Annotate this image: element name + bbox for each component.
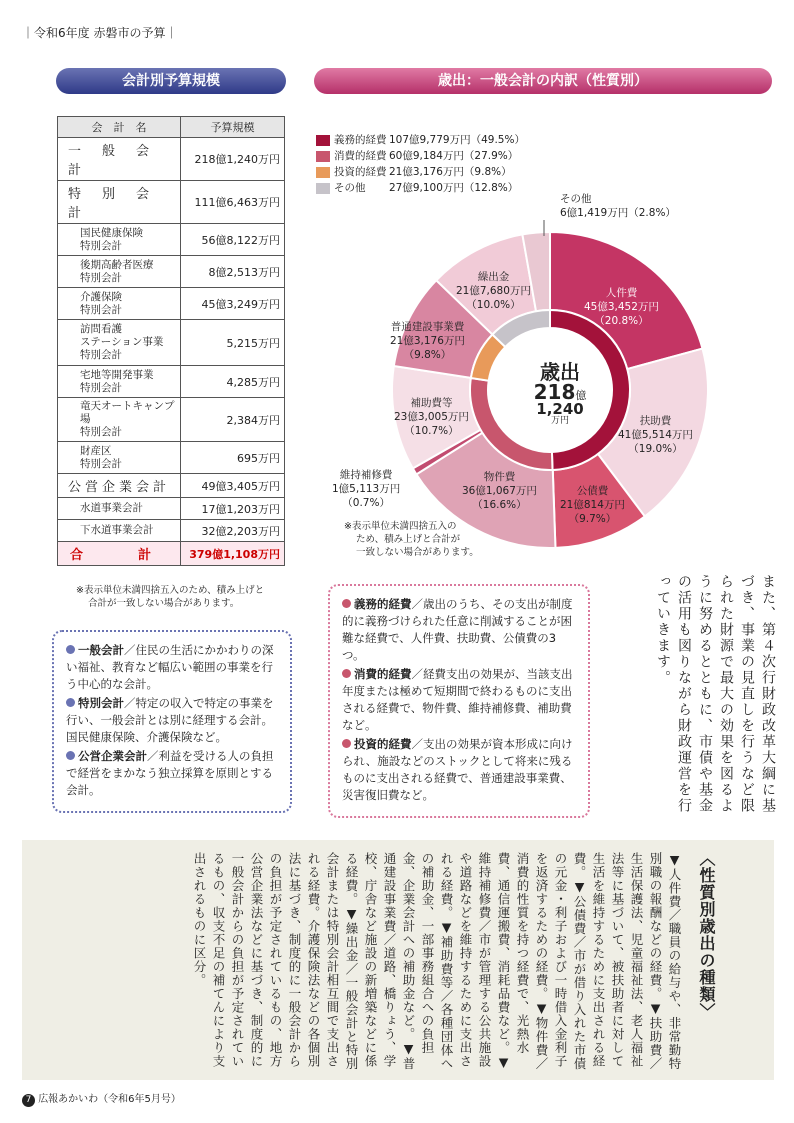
row-value: 45億3,249万円 <box>181 288 285 320</box>
budget-table <box>57 116 285 566</box>
table-row <box>58 256 285 288</box>
definition-item: 特別会計／特定の収入で特定の事業を行い、一般会計とは別に経理する会計。国民健康保険、介護保険など。 <box>66 696 274 744</box>
definition-item: 一般会計／住民の生活にかかわりの深い福祉、教育など幅広い範囲の事業を行う中心的な会計。 <box>66 643 274 691</box>
row-name: 下水道事業会計 <box>58 520 181 542</box>
legend-item: 投資的経費 21億3,176万円（9.8%） <box>316 164 525 180</box>
expense-definitions <box>328 584 590 818</box>
label-fujohi: 扶助費 41億5,514万円 （19.0%） <box>618 415 693 455</box>
chart-legend <box>316 132 525 196</box>
page-header: ｜令和6年度 赤磐市の予算｜ <box>22 26 178 40</box>
types-text: ▼人件費／職員の給与や、非常勤特別職の報酬などの経費。▼扶助費／生活保護法、児童福祉法、老人福祉法等に基づいて、被扶助者に対して生活を維持するために支出される経費。▼公債費／市が借り入れた市債の元金・利子および一時借入金利子を返済するための経費。▼物件費／消費的性質を持つ経費で、光熱水費、通信運搬費、消耗品費など。▼維持補修費／市が管理する公共施設や道路などを維持するために支出される経費。▼補助費等／各種団体への補助金、一部事務組合への負担金、企業会計への補助金など。▼普通建設事業費／道路、橋りょう、学校、庁舎など施設の新増築などに係る経費。▼繰出金／一般会計と特別会計または特別会計相互間で支出される経費。介護保険法などの各個別法に基づき、制度的に一般会計からの負担が予定されているもの、地方公営企業法などに基づき、制度的に一般会計からの負担が予定されているもの、収支不足の補てんにより支出されるものに区分。 <box>192 852 682 1071</box>
bullet-icon <box>342 669 351 678</box>
bullet-icon <box>66 645 75 654</box>
center-num: 218 <box>533 380 576 404</box>
table-note-line1: ※表示単位未満四捨五入のため、積み上げと <box>76 585 265 596</box>
center-unit1: 億 <box>575 389 587 402</box>
label-sonota: その他 6億1,419万円（2.8%） <box>560 193 676 219</box>
row-name: 宅地等開発事業 特別会計 <box>58 366 181 398</box>
types-title: 〈性質別歳出の種類〉 <box>697 850 716 1020</box>
legend-swatch <box>316 167 330 178</box>
bullet-icon <box>66 751 75 760</box>
legend-swatch <box>316 151 330 162</box>
row-value: 32億2,203万円 <box>181 520 285 542</box>
row-name: 介護保険 特別会計 <box>58 288 181 320</box>
center-num2: 1,240 <box>536 400 584 418</box>
col-value-header: 予算規模 <box>181 117 285 138</box>
table-row <box>58 288 285 320</box>
definition-item: 投資的経費／支出の効果が資本形成に向けられ、施設などのストックとして将来に残るものに支出される経費で、普通建設事業費、災害復旧費など。 <box>342 737 573 802</box>
row-value: 2,384万円 <box>181 398 285 442</box>
fiscal-policy-text: また、第４次行財政改革大綱に基づき、事業の見直しを行うなど限られた財源で最大の効果を図るように努めるとともに、市債や基金の活用も図りながら財政運営を行っていきます。 <box>655 574 776 814</box>
table-row <box>58 398 285 442</box>
row-value: 17億1,203万円 <box>181 498 285 520</box>
definition-item: 義務的経費／歳出のうち、その支出が制度的に義務づけられた任意に削減することが困難な経費で、人件費、扶助費、公債費の3つ。 <box>342 597 573 662</box>
legend-item: 義務的経費 107億9,779万円（49.5%） <box>316 132 525 148</box>
label-ijihoshu: 維持補修費 1億5,113万円 （0.7%） <box>332 469 401 509</box>
label-kuridashi: 繰出金 21億7,680万円 （10.0%） <box>456 271 531 311</box>
footer-text: 広報あかいわ（令和6年5月号） <box>38 1094 181 1105</box>
row-name: 財産区 特別会計 <box>58 442 181 474</box>
row-value: 218億1,240万円 <box>181 138 285 181</box>
row-name: 水道事業会計 <box>58 498 181 520</box>
row-value: 49億3,405万円 <box>181 474 285 498</box>
row-value: 56億8,122万円 <box>181 224 285 256</box>
legend-item: 消費的経費 60億9,184万円（27.9%） <box>316 148 525 164</box>
total-name: 合 計 <box>58 542 181 566</box>
bullet-icon <box>66 698 75 707</box>
table-row <box>58 181 285 224</box>
table-total-row <box>58 542 285 566</box>
label-bukkenhi: 物件費 36億1,067万円 （16.6%） <box>462 471 537 511</box>
table-note <box>76 584 264 610</box>
legend-item: その他 27億9,100万円（12.8%） <box>316 180 525 196</box>
row-name: 一 般 会 計 <box>58 138 181 181</box>
label-futsukensetsu: 普通建設事業費 21億3,176万円 （9.8%） <box>390 321 465 361</box>
chart-note: ※表示単位未満四捨五入の ため、積み上げと合計が 一致しない場合があります。 <box>344 521 479 558</box>
table-row <box>58 366 285 398</box>
row-value: 695万円 <box>181 442 285 474</box>
definition-item: 消費的経費／経費支出の効果が、当該支出年度または極めて短期間で終わるものに支出される経費で、物件費、維持補修費、補助費など。 <box>342 667 573 732</box>
legend-swatch <box>316 135 330 146</box>
row-value: 4,285万円 <box>181 366 285 398</box>
definition-item: 公営企業会計／利益を受ける人の負担で経営をまかなう独立採算を原則とする会計。 <box>66 749 274 797</box>
row-value: 111億6,463万円 <box>181 181 285 224</box>
row-name: 特 別 会 計 <box>58 181 181 224</box>
total-value: 379億1,108万円 <box>181 542 285 566</box>
table-row <box>58 442 285 474</box>
table-row <box>58 224 285 256</box>
legend-swatch <box>316 183 330 194</box>
table-row <box>58 138 285 181</box>
row-value: 5,215万円 <box>181 320 285 366</box>
row-name: 竜天オートキャンプ場 特別会計 <box>58 398 181 442</box>
col-name-header: 会 計 名 <box>58 117 181 138</box>
account-definitions <box>52 630 292 813</box>
table-row <box>58 498 285 520</box>
label-hojohi: 補助費等 23億3,005万円 （10.7%） <box>394 397 469 437</box>
bullet-icon <box>342 739 351 748</box>
center-label: 歳出 <box>540 360 580 384</box>
label-jinkenhi: 人件費 45億3,452万円 （20.8%） <box>584 287 659 327</box>
footer <box>22 1090 181 1107</box>
table-note-line2: 合計が一致しない場合があります。 <box>88 598 240 609</box>
bullet-icon <box>342 599 351 608</box>
row-value: 8億2,513万円 <box>181 256 285 288</box>
row-name: 国民健康保険 特別会計 <box>58 224 181 256</box>
section-title-expenditure: 歳出：一般会計の内訳（性質別） <box>314 68 772 94</box>
table-row <box>58 474 285 498</box>
pie-center-total <box>520 362 600 426</box>
section-title-budget: 会計別予算規模 <box>56 68 286 94</box>
center-unit2: 万円 <box>550 416 569 426</box>
table-row <box>58 320 285 366</box>
row-name: 公営企業会計 <box>58 474 181 498</box>
table-row <box>58 520 285 542</box>
row-name: 後期高齢者医療 特別会計 <box>58 256 181 288</box>
page-number: 7 <box>22 1094 35 1107</box>
label-kosaihi: 公債費 21億814万円 （9.7%） <box>560 485 625 525</box>
row-name: 訪問看護 ステーション事業 特別会計 <box>58 320 181 366</box>
